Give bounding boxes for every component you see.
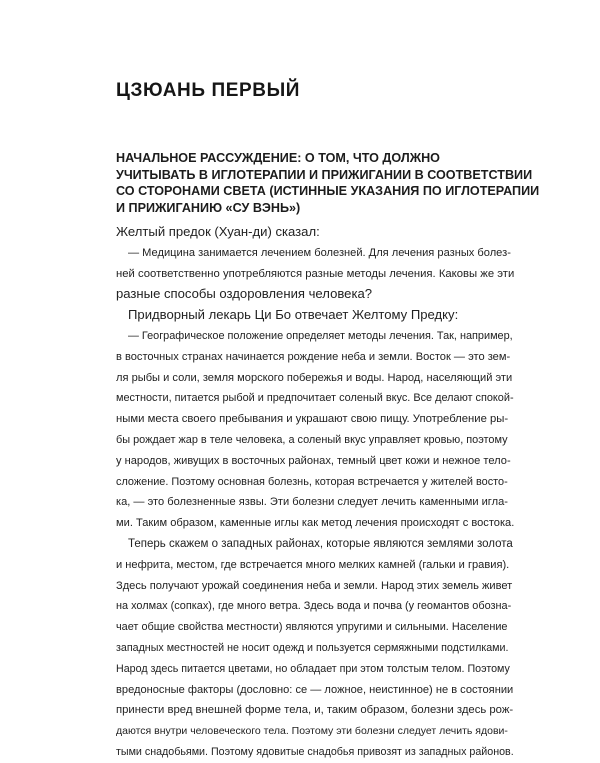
text-line: — Географическое положение определяет методы лечения. Так, например, <box>128 329 513 342</box>
text-line: сложение. Поэтому основная болезнь, которая встречается у жителей восто- <box>116 475 508 488</box>
text-line: западных местностей не носит одежд и пользуется сермяжными подстилками. <box>116 641 509 654</box>
text-line: Желтый предок (Хуан-ди) сказал: <box>116 224 320 239</box>
text-line: ка, — это болезненные язвы. Эти болезни следует лечить каменными игла- <box>116 496 508 509</box>
chapter-title: ЦЗЮАНЬ ПЕРВЫЙ <box>116 80 301 101</box>
text-line: чает общие свойства местности) являются упругими и сильными. Население <box>116 621 508 634</box>
text-line: в восточных странах начинается рождение неба и земли. Восток — это зем- <box>116 350 511 363</box>
text-line: ми. Таким образом, каменные иглы как метод лечения происходят с востока. <box>116 517 515 530</box>
text-line: вредоносные факторы (дословно: се — ложное, неистинное) не в состоянии <box>116 683 514 696</box>
text-line: Здесь получают урожай соединения неба и земли. Народ этих земель живет <box>116 579 513 592</box>
heading-line: УЧИТЫВАТЬ В ИГЛОТЕРАПИИ И ПРИЖИГАНИИ В СООТВЕТСТВИИ <box>116 167 533 182</box>
text-line: принести вред внешней форме тела, и, таким образом, болезни здесь рож- <box>116 704 514 717</box>
text-line: на холмах (сопках), где много ветра. Здесь вода и почва (у геомантов обозна- <box>116 600 512 613</box>
text-line: — Медицина занимается лечением болезней. Для лечения разных болез- <box>128 246 511 259</box>
text-line: Придворный лекарь Ци Бо отвечает Желтому Предку: <box>128 307 459 323</box>
heading-line: НАЧАЛЬНОЕ РАССУЖДЕНИЕ: О ТОМ, ЧТО ДОЛЖНО <box>116 151 440 165</box>
text-line: ней соответственно употребляются разные методы лечения. Каковы же эти <box>116 267 515 280</box>
text-line: разные способы оздоровления человека? <box>116 286 373 302</box>
text-line: Народ здесь питается цветами, но обладает при этом толстым телом. Поэтому <box>116 662 510 675</box>
text-line: бы рождает жар в теле человека, а соленый вкус управляет кровью, поэтому <box>116 433 508 446</box>
section-heading <box>116 150 539 216</box>
text-line: у народов, живущих в восточных районах, темный цвет кожи и нежное тело- <box>116 454 511 467</box>
text-line: ными места своего пребывания и украшают свою пищу. Употребление ры- <box>116 413 509 426</box>
text-line: Теперь скажем о западных районах, которые являются землями золота <box>128 537 513 550</box>
text-line: ля рыбы и соли, земля морского побережья и воды. Народ, населяющий эти <box>116 371 513 384</box>
text-line: местности, питается рыбой и предпочитает соленый вкус. Все делают спокой- <box>116 392 514 405</box>
body-text <box>116 222 514 763</box>
text-line: и нефрита, местом, где встречается много мелких камней (гальки и гравия). <box>116 558 510 571</box>
heading-line: И ПРИЖИГАНИЮ «СУ ВЭНЬ») <box>116 200 301 215</box>
text-line: тыми снадобьями. Поэтому ядовитые снадобья привозят из западных районов. <box>116 745 514 758</box>
heading-line: СО СТОРОНАМИ СВЕТА (ИСТИННЫЕ УКАЗАНИЯ ПО ИГЛОТЕРАПИИ <box>116 184 540 198</box>
text-line: даются внутри человеческого тела. Поэтому эти болезни следует лечить ядови- <box>116 725 508 738</box>
